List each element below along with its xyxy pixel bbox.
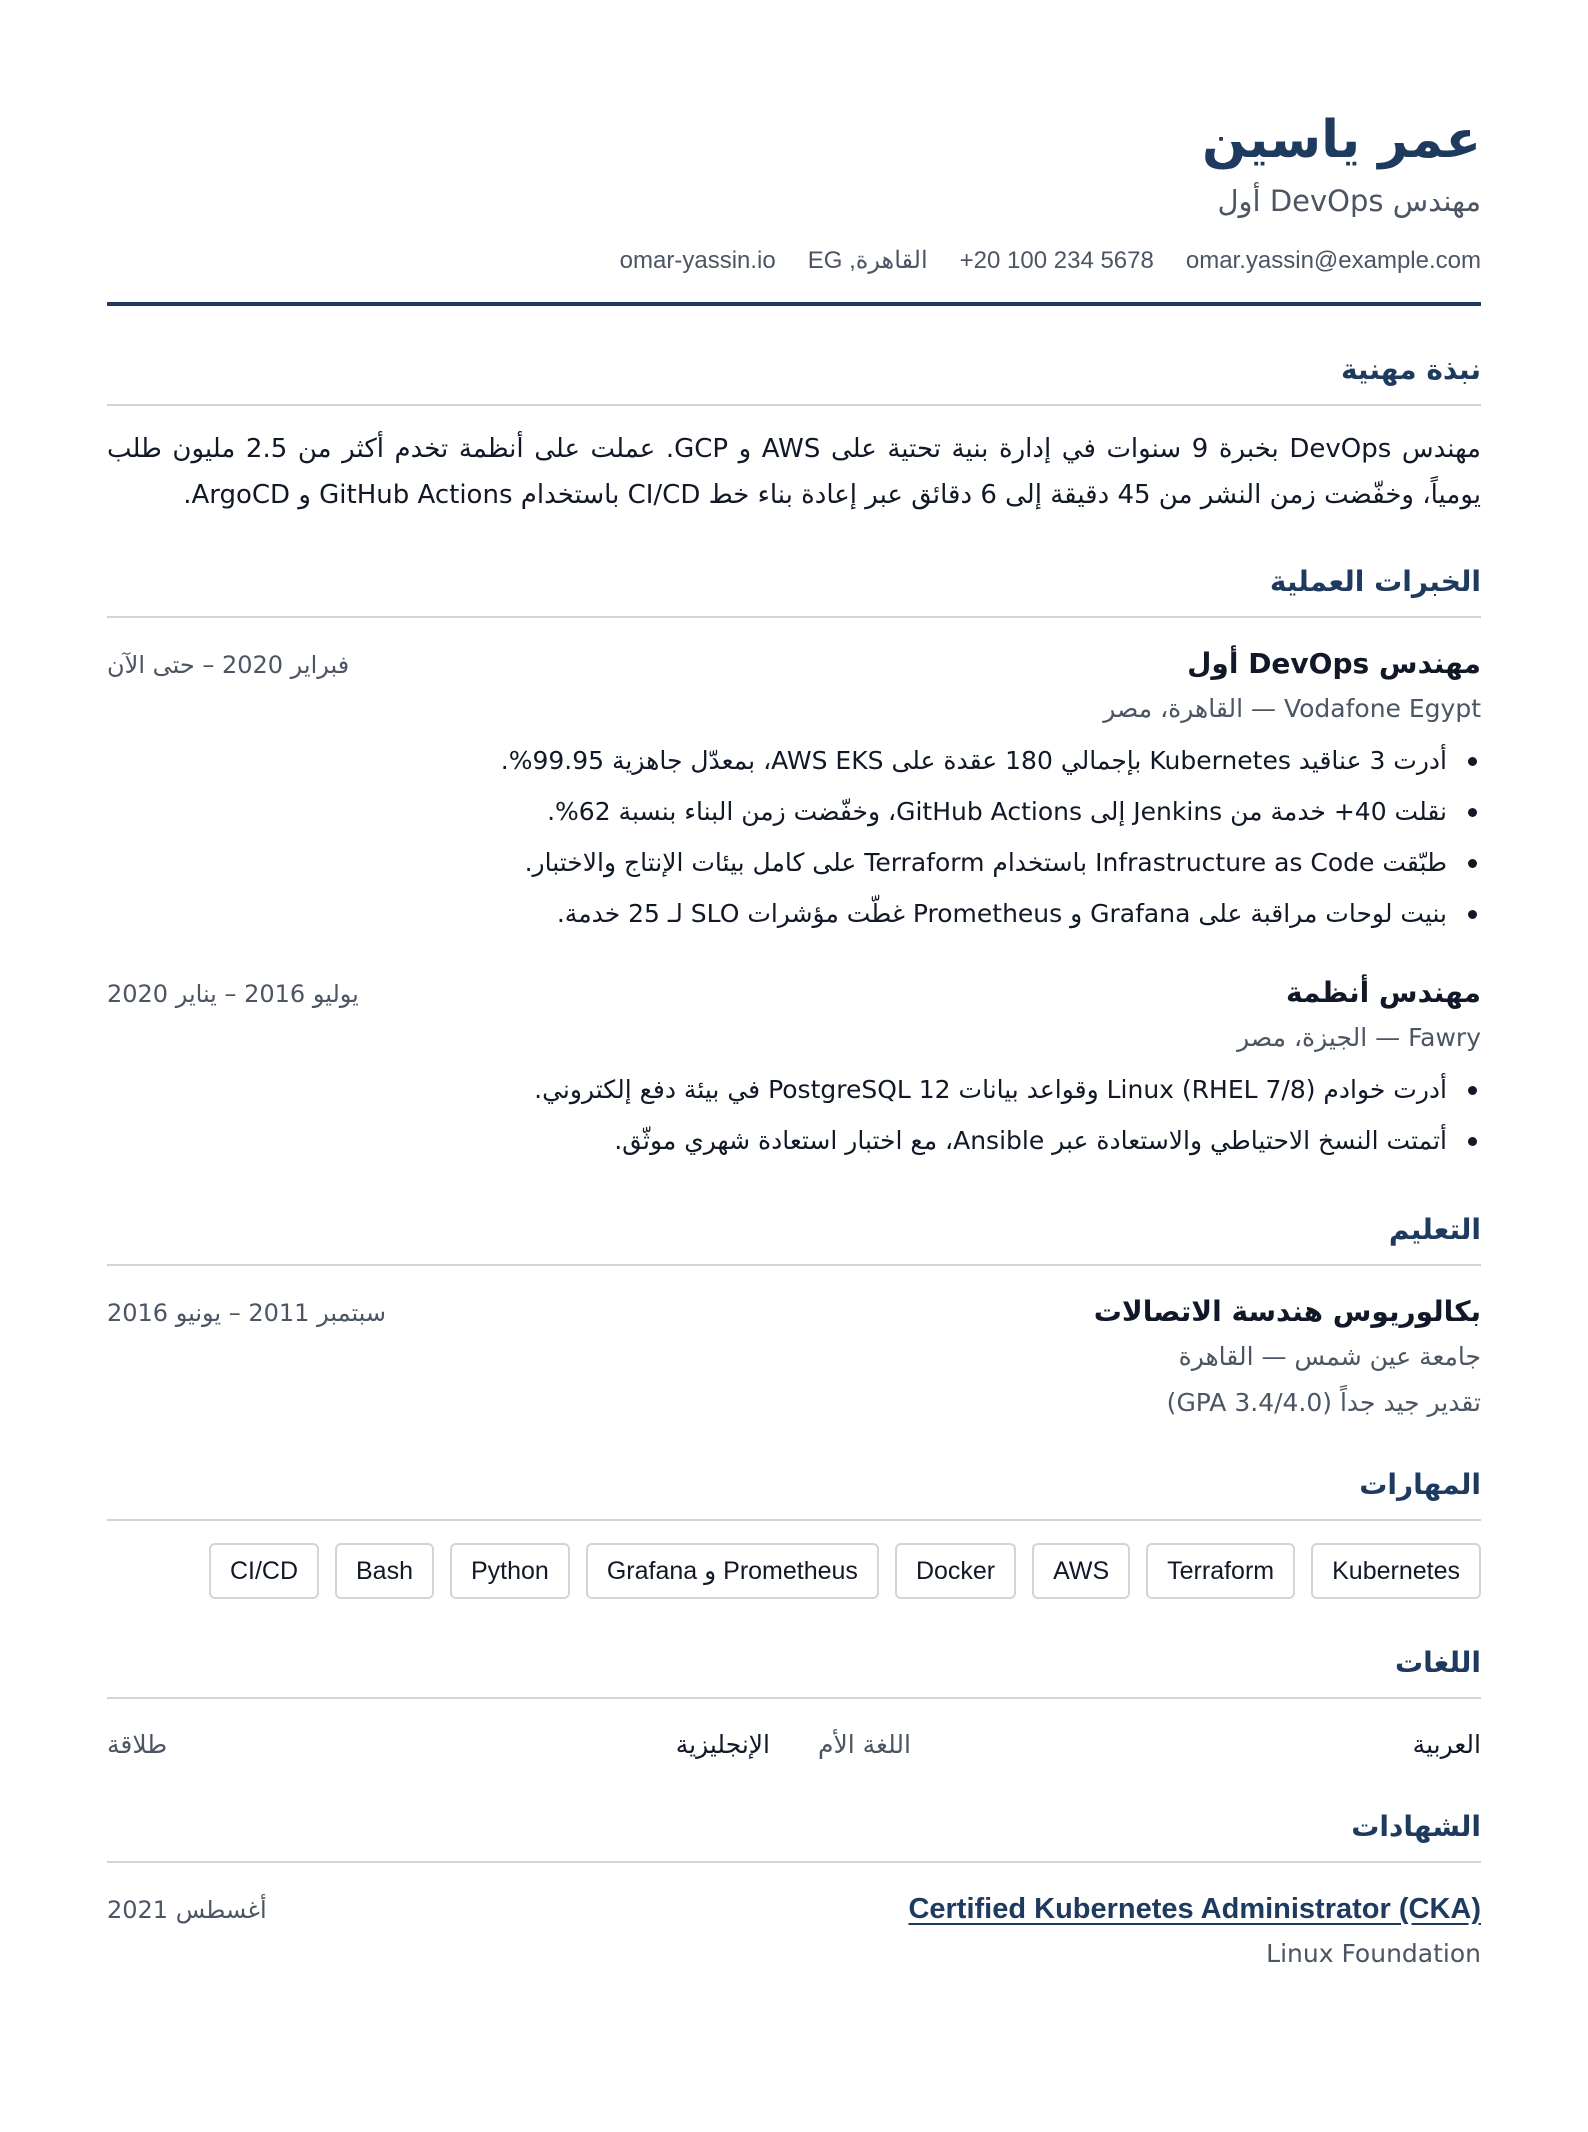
contact-email[interactable]: omar.yassin@example.com bbox=[1185, 247, 1481, 274]
candidate-title: مهندس DevOps أول bbox=[1217, 184, 1481, 218]
candidate-name: عمر ياسين bbox=[1201, 110, 1481, 170]
skill-chip: AWS bbox=[1032, 1543, 1130, 1599]
summary-text: مهندس DevOps بخبرة 9 سنوات في إدارة بنية تحتية على AWS و GCP. عملت على أنظمة تخدم أكثر من 2.5 مليون طلب يومياً، وخفّضت زمن النشر من 45 دقيقة إلى 6 دقائق عبر إعادة بناء خط CI/CD باستخدام GitHub Actions و ArgoCD. bbox=[107, 434, 1481, 510]
experience-entry-head bbox=[107, 644, 1481, 685]
language-level: طلاقة bbox=[107, 1730, 168, 1759]
certification-link[interactable]: Certified Kubernetes Administrator (CKA) bbox=[908, 1893, 1481, 1925]
degree-title: بكالوريوس هندسة الاتصالات bbox=[1093, 1295, 1481, 1328]
achievement-item: طبّقت Infrastructure as Code باستخدام Terraform على كامل بيئات الإنتاج والاختبار. bbox=[107, 837, 1481, 888]
header-divider bbox=[107, 302, 1481, 306]
degree-date: سبتمبر 2011 – يونيو 2016 bbox=[107, 1299, 387, 1327]
skill-chip: CI/CD bbox=[209, 1543, 319, 1599]
contact-website[interactable]: omar-yassin.io bbox=[619, 247, 776, 274]
section-title-languages: اللغات bbox=[107, 1643, 1481, 1699]
skill-chip: Python bbox=[450, 1543, 570, 1599]
achievement-item: أدرت خوادم Linux (RHEL 7/8) وقواعد بيانات PostgreSQL 12 في بيئة دفع إلكتروني. bbox=[107, 1064, 1481, 1115]
experience-entry bbox=[107, 973, 1481, 1166]
job-achievements bbox=[107, 735, 1481, 939]
job-title: مهندس DevOps أول bbox=[1187, 647, 1481, 680]
skill-chip: Kubernetes bbox=[1311, 1543, 1481, 1599]
contact-phone[interactable]: +20 100 234 5678 bbox=[959, 247, 1154, 274]
experience-section bbox=[107, 562, 1481, 1166]
job-company: Fawry — الجيزة، مصر bbox=[1237, 1023, 1481, 1052]
education-entry-head bbox=[107, 1292, 1481, 1333]
skill-chip: Docker bbox=[895, 1543, 1016, 1599]
skills-list bbox=[107, 1543, 1481, 1599]
achievement-item: أتمتت النسخ الاحتياطي والاستعادة عبر Ansible، مع اختبار استعادة شهري موثّق. bbox=[107, 1115, 1481, 1166]
education-section bbox=[107, 1210, 1481, 1421]
degree-grade: تقدير جيد جداً (GPA 3.4/4.0) bbox=[1166, 1388, 1481, 1417]
section-title-certifications: الشهادات bbox=[107, 1807, 1481, 1863]
certifications-section bbox=[107, 1807, 1481, 1972]
job-title: مهندس أنظمة bbox=[1286, 976, 1481, 1009]
job-achievements bbox=[107, 1064, 1481, 1166]
section-title-experience: الخبرات العملية bbox=[107, 562, 1481, 618]
resume-header bbox=[107, 108, 1481, 306]
contact-info bbox=[107, 246, 1481, 276]
language-name: الإنجليزية bbox=[675, 1730, 770, 1759]
achievement-item: بنيت لوحات مراقبة على Grafana و Prometheus غطّت مؤشرات SLO لـ 25 خدمة. bbox=[107, 888, 1481, 939]
language-item bbox=[107, 1727, 770, 1763]
section-title-skills: المهارات bbox=[107, 1465, 1481, 1521]
job-date: يوليو 2016 – يناير 2020 bbox=[107, 980, 359, 1008]
skills-section bbox=[107, 1465, 1481, 1599]
job-company: Vodafone Egypt — القاهرة، مصر bbox=[1103, 694, 1481, 723]
languages-section bbox=[107, 1643, 1481, 1763]
experience-entry bbox=[107, 644, 1481, 939]
contact-location: القاهرة, EG bbox=[807, 247, 928, 274]
achievement-item: نقلت 40+ خدمة من Jenkins إلى GitHub Actions، وخفّضت زمن البناء بنسبة 62%. bbox=[107, 786, 1481, 837]
language-name: العربية bbox=[1412, 1730, 1481, 1759]
section-title-education: التعليم bbox=[107, 1210, 1481, 1266]
skill-chip: Terraform bbox=[1146, 1543, 1295, 1599]
summary-section bbox=[107, 350, 1481, 518]
certification-entry bbox=[107, 1889, 1481, 1972]
section-title-summary: نبذة مهنية bbox=[107, 350, 1481, 406]
skill-chip: Bash bbox=[335, 1543, 434, 1599]
certification-issuer: Linux Foundation bbox=[1266, 1939, 1481, 1968]
certification-date: أغسطس 2021 bbox=[107, 1896, 267, 1924]
language-level: اللغة الأم bbox=[818, 1730, 911, 1759]
education-entry bbox=[107, 1292, 1481, 1421]
job-date: فبراير 2020 – حتى الآن bbox=[107, 651, 350, 679]
experience-entry-head bbox=[107, 973, 1481, 1014]
degree-institution: جامعة عين شمس — القاهرة bbox=[1178, 1342, 1481, 1371]
achievement-item: أدرت 3 عناقيد Kubernetes بإجمالي 180 عقدة على AWS EKS، بمعدّل جاهزية 99.95%. bbox=[107, 735, 1481, 786]
language-item bbox=[818, 1727, 1481, 1763]
skill-chip: Prometheus و Grafana bbox=[586, 1543, 879, 1599]
certification-entry-head bbox=[107, 1889, 1481, 1930]
languages-list bbox=[107, 1727, 1481, 1763]
